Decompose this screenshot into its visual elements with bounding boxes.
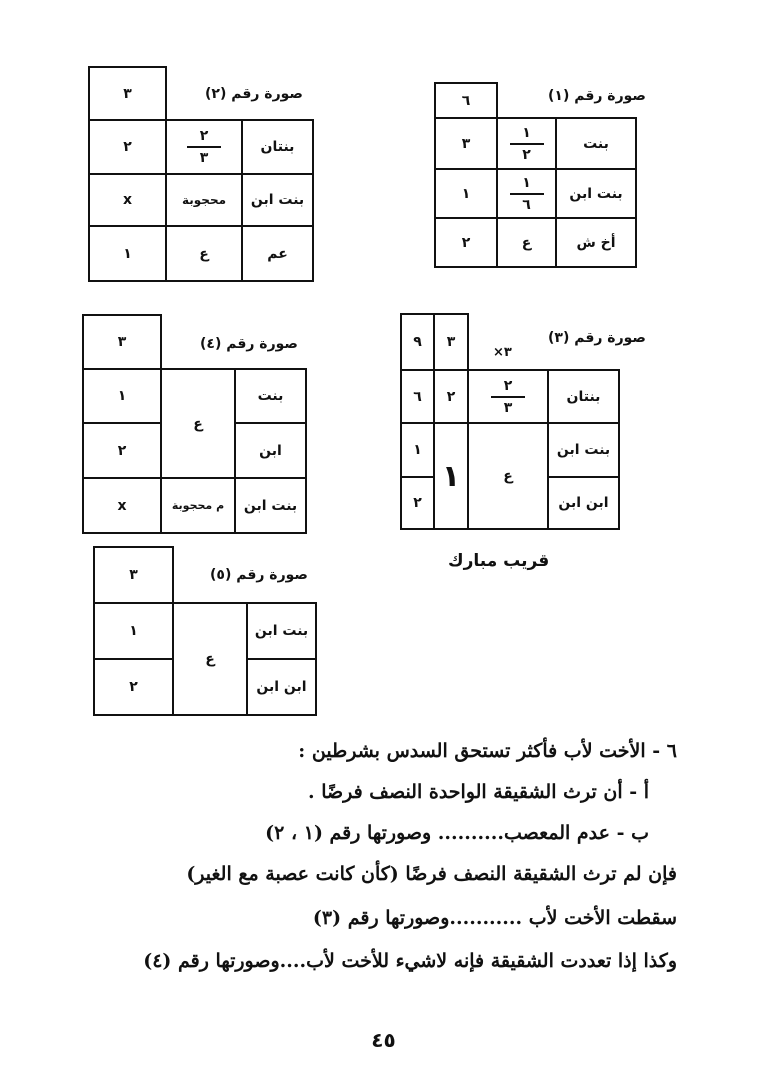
- figure-4-row1-parts: ١: [82, 368, 162, 424]
- figure-4-row3-parts: x: [82, 477, 162, 534]
- figure-5-row2-heir: ابن ابن: [246, 658, 317, 716]
- figure-3-multiplier: ×٣: [493, 345, 512, 360]
- figure-1-row1-share: $\frac{١}{٢}$: [496, 117, 557, 170]
- figure-caption: قريب مبارك: [448, 551, 550, 571]
- figure-1-row1-heir: بنت: [555, 117, 637, 170]
- figure-2-row3-share: ع: [165, 225, 243, 282]
- figure-2-row1-share: $\frac{٢}{٣}$: [165, 119, 243, 175]
- figure-3-final-base: ٩: [400, 313, 435, 371]
- figure-3-row1-share: $\frac{٢}{٣}$: [467, 369, 549, 424]
- figure-1-title: صورة رقم (١): [548, 88, 646, 104]
- text-line-5: سقطت الأخت لأب ...........وصورتها رقم (٣): [312, 907, 677, 929]
- figure-5-merged-share: ع: [172, 602, 248, 716]
- figure-2-row3-parts: ١: [88, 225, 167, 282]
- figure-2-title: صورة رقم (٢): [205, 86, 303, 102]
- figure-3-merged-parts: ١: [433, 422, 469, 530]
- figure-5-row2-parts: ٢: [93, 658, 174, 716]
- figure-1-row2-parts: ١: [434, 168, 498, 219]
- text-line-2: أ - أن ترث الشقيقة الواحدة النصف فرضًا .: [307, 781, 649, 803]
- figure-1-row2-heir: بنت ابن: [555, 168, 637, 219]
- text-line-6: وكذا إذا تعددت الشقيقة فإنه لاشيء للأخت لأب....وصورتها رقم (٤): [143, 950, 677, 972]
- figure-1-row2-share: $\frac{١}{٦}$: [496, 168, 557, 219]
- text-line-3: ب - عدم المعصب.......... وصورتها رقم (١ ، ٢): [265, 822, 649, 844]
- figure-3-title: صورة رقم (٣): [548, 330, 646, 346]
- text-line-1: ٦ - الأخت لأب فأكثر تستحق السدس بشرطين :: [298, 740, 677, 762]
- page-number: ٤٥: [371, 1028, 396, 1052]
- figure-2-row2-heir: بنت ابن: [241, 173, 314, 227]
- figure-2-row2-share: محجوبة: [165, 173, 243, 227]
- figure-5-row1-parts: ١: [93, 602, 174, 660]
- figure-1-row3-share: ع: [496, 217, 557, 268]
- figure-4-row3-share: م محجوبة: [160, 477, 236, 534]
- figure-3-base: ٣: [433, 313, 469, 371]
- figure-4-base: ٣: [82, 314, 162, 370]
- figure-4-title: صورة رقم (٤): [200, 336, 298, 352]
- figure-4-row1-heir: بنت: [234, 368, 307, 424]
- figure-5-row1-heir: بنت ابن: [246, 602, 317, 660]
- figure-3-row1-final: ٦: [400, 369, 435, 424]
- figure-4-row2-heir: ابن: [234, 422, 307, 479]
- figure-3-row3-final: ٢: [400, 476, 435, 530]
- figure-3-row3-heir: ابن ابن: [547, 476, 620, 530]
- figure-2-base: ٣: [88, 66, 167, 121]
- text-line-4: فإن لم ترث الشقيقة النصف فرضًا (كأن كانت عصبة مع الغير): [186, 863, 677, 885]
- figure-3-row2-heir: بنت ابن: [547, 422, 620, 478]
- figure-4-merged-share: ع: [160, 368, 236, 479]
- figure-1-row3-parts: ٢: [434, 217, 498, 268]
- figure-2-row1-parts: ٢: [88, 119, 167, 175]
- figure-5-title: صورة رقم (٥): [210, 567, 308, 583]
- figure-2-row1-heir: بنتان: [241, 119, 314, 175]
- figure-3-row1-heir: بنتان: [547, 369, 620, 424]
- figure-4-row2-parts: ٢: [82, 422, 162, 479]
- figure-1-row1-parts: ٣: [434, 117, 498, 170]
- figure-3-merged-share: ع: [467, 422, 549, 530]
- figure-1-base: ٦: [434, 82, 498, 119]
- figure-5-base: ٣: [93, 546, 174, 604]
- figure-3-row2-final: ١: [400, 422, 435, 478]
- figure-1-row3-heir: أخ ش: [555, 217, 637, 268]
- figure-4-row3-heir: بنت ابن: [234, 477, 307, 534]
- figure-2-row3-heir: عم: [241, 225, 314, 282]
- figure-3-row1-parts: ٢: [433, 369, 469, 424]
- figure-2-row2-parts: x: [88, 173, 167, 227]
